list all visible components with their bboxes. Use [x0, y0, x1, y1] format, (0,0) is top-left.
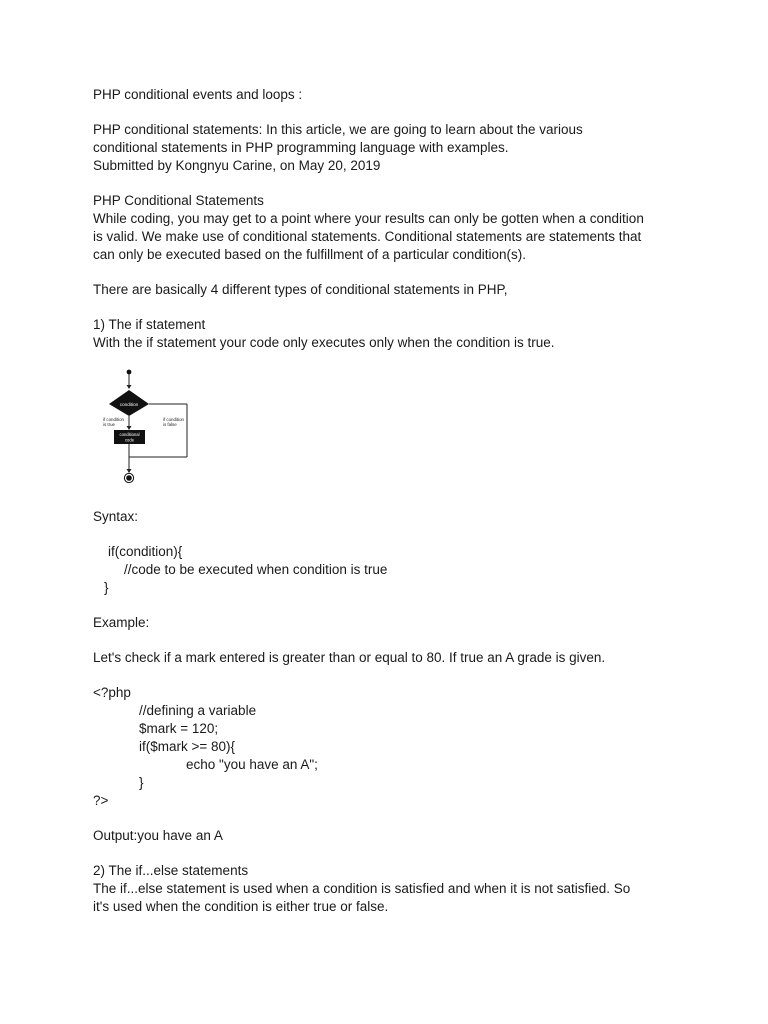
- intro-line: conditional statements in PHP programming language with examples.: [93, 140, 509, 155]
- if-statement-title: 1) The if statement: [93, 317, 206, 332]
- if-else-desc-line: The if...else statement is used when a condition is satisfied and when it is not satisfied. So: [93, 881, 631, 896]
- syntax-label: Syntax:: [93, 509, 139, 524]
- example-code-line: }: [139, 775, 144, 790]
- example-code-line: $mark = 120;: [139, 721, 219, 736]
- flowchart-code-label: code: [124, 437, 135, 443]
- syntax-code-line: if(condition){: [108, 544, 183, 559]
- if-statement-desc: With the if statement your code only executes only when the condition is true.: [93, 335, 555, 350]
- flowchart-code-label: conditional: [119, 432, 140, 437]
- example-code-line: echo "you have an A";: [186, 757, 318, 772]
- section-body-line: can only be executed based on the fulfillment of a particular condition(s).: [93, 247, 527, 262]
- example-code-line: //defining a variable: [139, 703, 257, 718]
- syntax-code-line: }: [104, 580, 109, 595]
- intro-line: PHP conditional statements: In this article, we are going to learn about the various: [93, 122, 583, 137]
- syntax-code-line: //code to be executed when condition is true: [124, 562, 388, 577]
- flowchart-start-dot: [127, 370, 132, 375]
- example-label: Example:: [93, 615, 150, 630]
- submitted-by: Submitted by Kongnyu Carine, on May 20, 2019: [93, 158, 381, 173]
- example-code-line: <?php: [93, 685, 131, 700]
- example-desc: Let's check if a mark entered is greater than or equal to 80. If true an A grade is given.: [93, 650, 606, 665]
- if-else-title: 2) The if...else statements: [93, 863, 249, 878]
- if-flowchart: [93, 366, 203, 491]
- document-page: [93, 86, 693, 916]
- document-heading: PHP conditional events and loops :: [93, 87, 303, 102]
- example-code-line: ?>: [93, 793, 109, 808]
- section-body-line: is valid. We make use of conditional statements. Conditional statements are statements that: [93, 229, 642, 244]
- if-else-desc-line: it's used when the condition is either true or false.: [93, 899, 389, 914]
- section-body-line: While coding, you may get to a point where your results can only be gotten when a condition: [93, 211, 644, 226]
- flowchart-true-label: if condition: [103, 417, 124, 422]
- example-code-line: if($mark >= 80){: [139, 739, 236, 754]
- types-intro: There are basically 4 different types of conditional statements in PHP,: [93, 282, 508, 297]
- flowchart-true-label: is true: [103, 422, 115, 427]
- flowchart-condition-label: condition: [119, 402, 139, 407]
- example-output: Output:you have an A: [93, 828, 223, 843]
- flowchart-false-label: if condition: [163, 417, 184, 422]
- section-title: PHP Conditional Statements: [93, 193, 264, 208]
- flowchart-false-label: is false: [163, 422, 177, 427]
